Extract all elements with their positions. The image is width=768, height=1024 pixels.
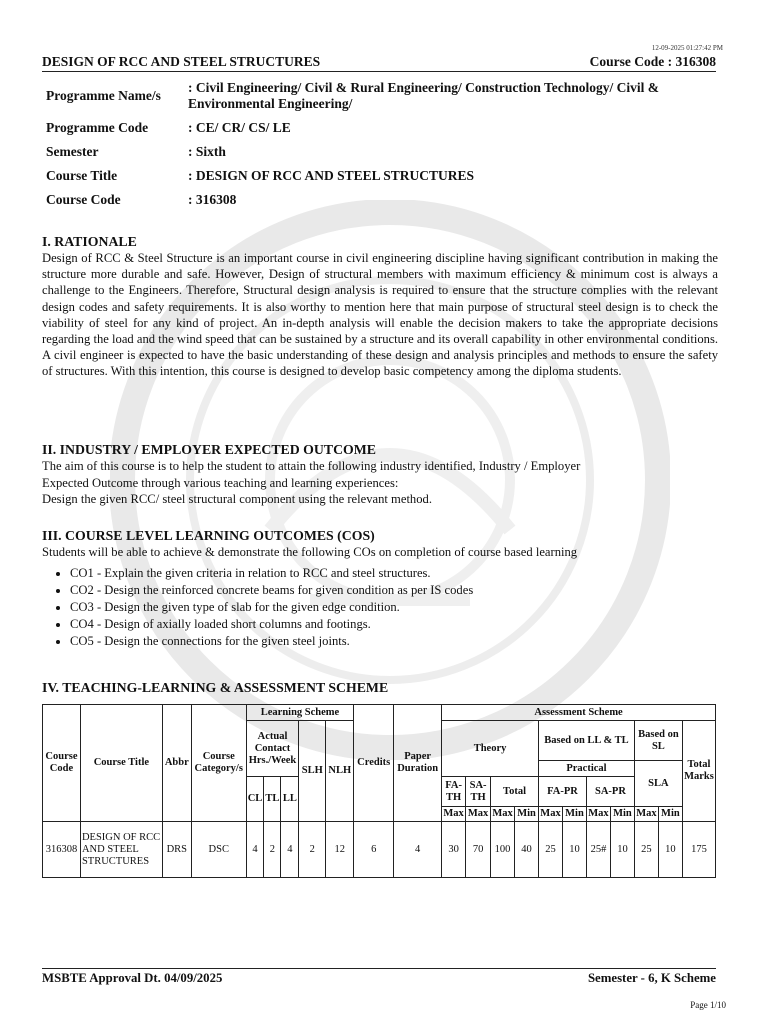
list-item: • CO3 - Design the given type of slab for the given edge condition. xyxy=(70,599,718,616)
th-max: Max xyxy=(539,807,563,822)
info-row-course-code xyxy=(42,192,722,216)
section-scheme xyxy=(42,680,718,696)
info-row-course-title xyxy=(42,168,722,192)
programme-info xyxy=(42,80,722,216)
th-credits: Credits xyxy=(354,705,394,822)
th-min: Min xyxy=(610,807,634,822)
th-sla: SLA xyxy=(634,761,682,807)
th-abbr: Abbr xyxy=(162,705,191,822)
th-assessment-scheme: Assessment Scheme xyxy=(442,705,716,721)
cell-total-min: 40 xyxy=(515,822,539,878)
cell-credits: 6 xyxy=(354,822,394,878)
info-label: Programme Code xyxy=(46,120,149,135)
th-category: Course Category/s xyxy=(191,705,246,822)
info-value: : Sixth xyxy=(188,144,226,159)
info-label: Course Code xyxy=(46,192,121,207)
info-label: Course Title xyxy=(46,168,118,183)
th-course-code: Course Code xyxy=(43,705,81,822)
cell-fa-th-max: 30 xyxy=(442,822,466,878)
th-max: Max xyxy=(634,807,658,822)
th-fa-pr: FA-PR xyxy=(539,777,587,807)
cell-total-marks: 175 xyxy=(682,822,715,878)
info-row-programme-name xyxy=(42,80,722,120)
industry-text-line: The aim of this course is to help the student to attain the following industry identified, Industry / Employer xyxy=(42,459,581,473)
info-label: Programme Name/s xyxy=(46,88,161,103)
th-based-sl: Based on SL xyxy=(634,721,682,761)
section-title: III. COURSE LEVEL LEARNING OUTCOMES (COS) xyxy=(42,528,375,543)
list-item: • CO5 - Design the connections for the given steel joints. xyxy=(70,633,718,650)
th-max: Max xyxy=(442,807,466,822)
th-paper-duration: Paper Duration xyxy=(394,705,442,822)
th-practical: Practical xyxy=(539,761,635,777)
list-item: • CO4 - Design of axially loaded short columns and footings. xyxy=(70,616,718,633)
th-cl: CL xyxy=(246,777,264,822)
cell-sla-max: 25 xyxy=(634,822,658,878)
list-item: • CO2 - Design the reinforced concrete beams for given condition as per IS codes xyxy=(70,582,718,599)
th-total: Total xyxy=(491,777,539,807)
industry-text-line: Design the given RCC/ steel structural component using the relevant method. xyxy=(42,492,432,507)
page-footer xyxy=(42,968,716,986)
cell-sla-min: 10 xyxy=(658,822,682,878)
cell-total-max: 100 xyxy=(491,822,515,878)
th-slh: SLH xyxy=(299,721,326,822)
section-title: II. INDUSTRY / EMPLOYER EXPECTED OUTCOME xyxy=(42,442,376,457)
header-course-title: DESIGN OF RCC AND STEEL STRUCTURES xyxy=(42,54,321,69)
th-fa-th: FA-TH xyxy=(442,777,466,807)
cell-tl: 2 xyxy=(264,822,281,878)
cell-sa-th-max: 70 xyxy=(466,822,491,878)
th-min: Min xyxy=(658,807,682,822)
list-item: • CO1 - Explain the given criteria in relation to RCC and steel structures. xyxy=(70,565,718,582)
info-value: : Civil Engineering/ Civil & Rural Engineering/ Construction Technology/ Civil & Environmental Engineering/ xyxy=(188,80,660,111)
th-tl: TL xyxy=(264,777,281,822)
cell-cl: 4 xyxy=(246,822,264,878)
th-max: Max xyxy=(491,807,515,822)
cell-ll: 4 xyxy=(281,822,299,878)
footer-semester: Semester - 6, K Scheme xyxy=(587,971,716,985)
header-course-code: Course Code : 316308 xyxy=(589,54,716,69)
print-timestamp: 12-09-2025 01:27:42 PM xyxy=(651,44,723,52)
th-max: Max xyxy=(586,807,610,822)
table-row xyxy=(43,822,716,878)
section-title: IV. TEACHING-LEARNING & ASSESSMENT SCHEME xyxy=(42,680,389,695)
th-course-title: Course Title xyxy=(80,705,162,822)
cell-abbr: DRS xyxy=(162,822,191,878)
cell-code: 316308 xyxy=(43,822,81,878)
rationale-text: Design of RCC & Steel Structure is an important course in civil engineering discipline having significant contribution in making the structure more durable and safe. However, Design of structural members with maximum efficiency & minimum cost is always a challenge to the Engineers. Therefore, Structural design analysis is required to ensure that the structure complies with the relevant design codes and safety requirements. It is also worthy to mention here that main purpose of structural steel design is to check the viability of steel for any kind of project. An in-depth analysis will enable the decision makers to take the appropriate decisions regarding the load and the wind speed that can be sustained by a structure and its overall capability in other environmental conditions. A civil engineer is expected to have the basic understanding of these design and analysis principles and methods to ensure the safety of structures. With this intention, this course is designed to develop basic competency among the diploma students. xyxy=(42,251,718,379)
info-value: : CE/ CR/ CS/ LE xyxy=(188,120,291,135)
cell-sa-pr-max: 25# xyxy=(586,822,610,878)
th-nlh: NLH xyxy=(326,721,354,822)
table-header-row xyxy=(43,705,716,721)
cell-fa-pr-min: 10 xyxy=(563,822,587,878)
th-max: Max xyxy=(466,807,491,822)
th-theory: Theory xyxy=(442,721,539,777)
th-min: Min xyxy=(515,807,539,822)
info-row-programme-code xyxy=(42,120,722,144)
cell-nlh: 12 xyxy=(326,822,354,878)
section-rationale xyxy=(42,234,718,380)
cell-slh: 2 xyxy=(299,822,326,878)
section-course-outcomes xyxy=(42,528,718,651)
th-total-marks: Total Marks xyxy=(682,721,715,822)
th-sa-th: SA-TH xyxy=(466,777,491,807)
page-number: Page 1/10 xyxy=(690,1000,726,1010)
cos-list xyxy=(42,565,718,651)
teaching-assessment-table xyxy=(42,704,716,878)
info-value: : 316308 xyxy=(188,192,237,207)
section-industry-outcome xyxy=(42,442,718,508)
cos-intro: Students will be able to achieve & demonstrate the following COs on completion of course based learning xyxy=(42,545,578,559)
th-actual-contact: Actual Contact Hrs./Week xyxy=(246,721,299,777)
section-title: I. RATIONALE xyxy=(42,234,137,249)
th-based-ll-tl: Based on LL & TL xyxy=(539,721,635,761)
page-header xyxy=(42,54,716,72)
th-learning-scheme: Learning Scheme xyxy=(246,705,354,721)
cell-fa-pr-max: 25 xyxy=(539,822,563,878)
footer-approval: MSBTE Approval Dt. 04/09/2025 xyxy=(42,971,223,985)
cell-sa-pr-min: 10 xyxy=(610,822,634,878)
cell-paper-duration: 4 xyxy=(394,822,442,878)
info-row-semester xyxy=(42,144,722,168)
th-sa-pr: SA-PR xyxy=(586,777,634,807)
th-min: Min xyxy=(563,807,587,822)
info-value: : DESIGN OF RCC AND STEEL STRUCTURES xyxy=(188,168,475,183)
th-ll: LL xyxy=(281,777,299,822)
industry-text-line: Expected Outcome through various teaching and learning experiences: xyxy=(42,475,399,490)
cell-category: DSC xyxy=(191,822,246,878)
cell-title: DESIGN OF RCC AND STEEL STRUCTURES xyxy=(80,822,162,878)
info-label: Semester xyxy=(46,144,99,159)
